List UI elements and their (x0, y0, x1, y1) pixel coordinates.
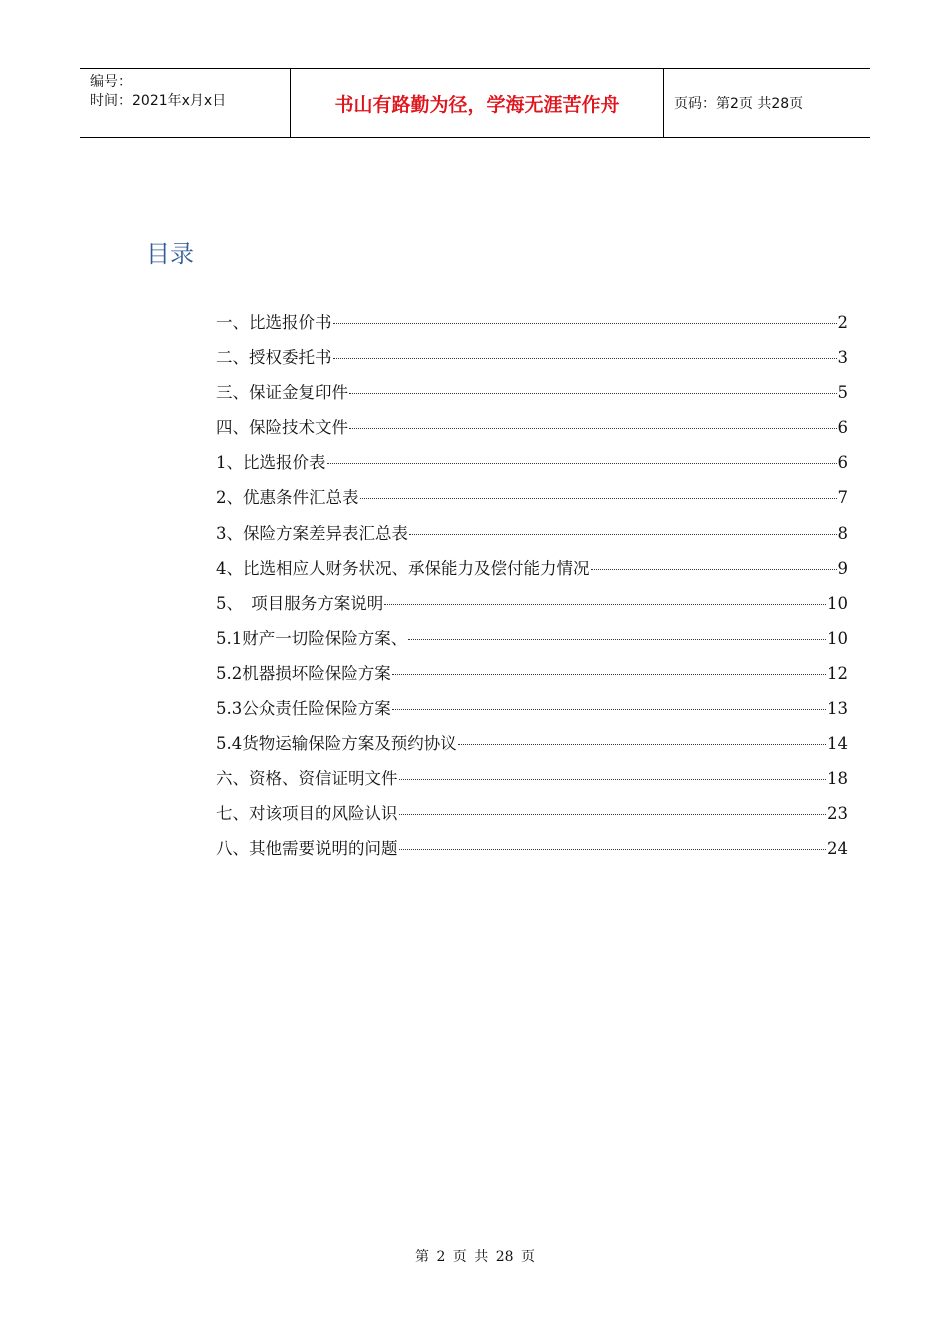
toc-leader-dots (591, 569, 837, 570)
toc-leader-dots (333, 358, 837, 359)
toc-entry-page: 9 (837, 558, 848, 578)
toc-entry-label: 1、比选报价表 (216, 453, 326, 473)
header-motto: 书山有路勤为径，学海无涯苦作舟 (291, 69, 664, 137)
toc-leader-dots (333, 323, 837, 324)
serial-label: 编号： (90, 74, 132, 90)
toc-entry[interactable] (216, 449, 848, 484)
toc-leader-dots (384, 604, 826, 605)
toc-entry-page: 8 (837, 523, 848, 543)
toc-entry-label: 六、资格、资信证明文件 (216, 769, 398, 789)
toc-entry[interactable] (216, 800, 848, 835)
toc-entry-label: 三、保证金复印件 (216, 383, 348, 403)
toc-leader-dots (399, 814, 827, 815)
toc-entry-page: 6 (837, 453, 848, 473)
toc-leader-dots (458, 744, 826, 745)
toc-entry-page: 14 (827, 734, 848, 754)
toc-leader-dots (409, 534, 837, 535)
header-page-info: 页码：第2页 共28页 (674, 96, 804, 112)
toc-title: 目录 (146, 240, 194, 268)
toc-entry-label: 5.1财产一切险保险方案、 (216, 628, 408, 648)
toc-entry[interactable] (216, 625, 848, 660)
toc-entry-label: 5.2机器损坏险保险方案 (216, 663, 391, 683)
toc-entry-page: 5 (837, 383, 848, 403)
toc-entry-page: 3 (837, 348, 848, 368)
toc-leader-dots (360, 498, 837, 499)
toc-entry-label: 2、优惠条件汇总表 (216, 488, 359, 508)
toc-entry[interactable] (216, 484, 848, 519)
toc-leader-dots (392, 674, 826, 675)
toc-entry-label: 4、比选相应人财务状况、承保能力及偿付能力情况 (216, 558, 590, 578)
time-label: 时间：2021年x月x日 (90, 93, 227, 109)
toc-leader-dots (399, 779, 827, 780)
toc-entry-label: 七、对该项目的风险认识 (216, 804, 398, 824)
header-meta (80, 69, 291, 137)
toc-entry[interactable] (216, 730, 848, 765)
toc-entry[interactable] (216, 414, 848, 449)
toc-leader-dots (408, 639, 826, 640)
toc-entry-label: 一、比选报价书 (216, 313, 332, 332)
toc-entry[interactable] (216, 835, 848, 870)
toc-entry-label: 八、其他需要说明的问题 (216, 839, 398, 859)
toc-entry-label: 二、授权委托书 (216, 348, 332, 368)
toc-entry[interactable] (216, 555, 848, 590)
toc-leader-dots (349, 428, 837, 429)
toc-entry-page: 10 (827, 593, 848, 613)
toc-entry-page: 23 (827, 804, 848, 824)
toc-entry-page: 13 (827, 699, 848, 719)
toc-list (216, 309, 848, 871)
toc-entry[interactable] (216, 660, 848, 695)
toc-entry[interactable] (216, 765, 848, 800)
toc-leader-dots (392, 709, 826, 710)
toc-entry-label: 5.3公众责任险保险方案 (216, 699, 391, 719)
toc-entry-page: 18 (827, 769, 848, 789)
toc-entry[interactable] (216, 344, 848, 379)
toc-entry-label: 3、保险方案差异表汇总表 (216, 523, 408, 543)
toc-entry-page: 2 (837, 313, 848, 332)
toc-leader-dots (399, 849, 827, 850)
toc-leader-dots (349, 393, 837, 394)
toc-entry[interactable] (216, 695, 848, 730)
page-footer: 第 2 页 共 28 页 (415, 1249, 535, 1265)
toc-entry-page: 24 (827, 839, 848, 859)
toc-entry-page: 12 (827, 663, 848, 683)
page-header (80, 68, 870, 138)
toc-entry[interactable] (216, 520, 848, 555)
toc-leader-dots (327, 463, 837, 464)
toc-entry[interactable] (216, 590, 848, 625)
toc-entry-label: 四、保险技术文件 (216, 418, 348, 438)
toc-entry-page: 7 (837, 488, 848, 508)
toc-entry[interactable] (216, 309, 848, 344)
toc-entry-label: 5.4货物运输保险方案及预约协议 (216, 734, 457, 754)
toc-entry[interactable] (216, 379, 848, 414)
toc-entry-label: 5、 项目服务方案说明 (216, 593, 384, 613)
toc-entry-page: 10 (827, 628, 848, 648)
toc-entry-page: 6 (837, 418, 848, 438)
